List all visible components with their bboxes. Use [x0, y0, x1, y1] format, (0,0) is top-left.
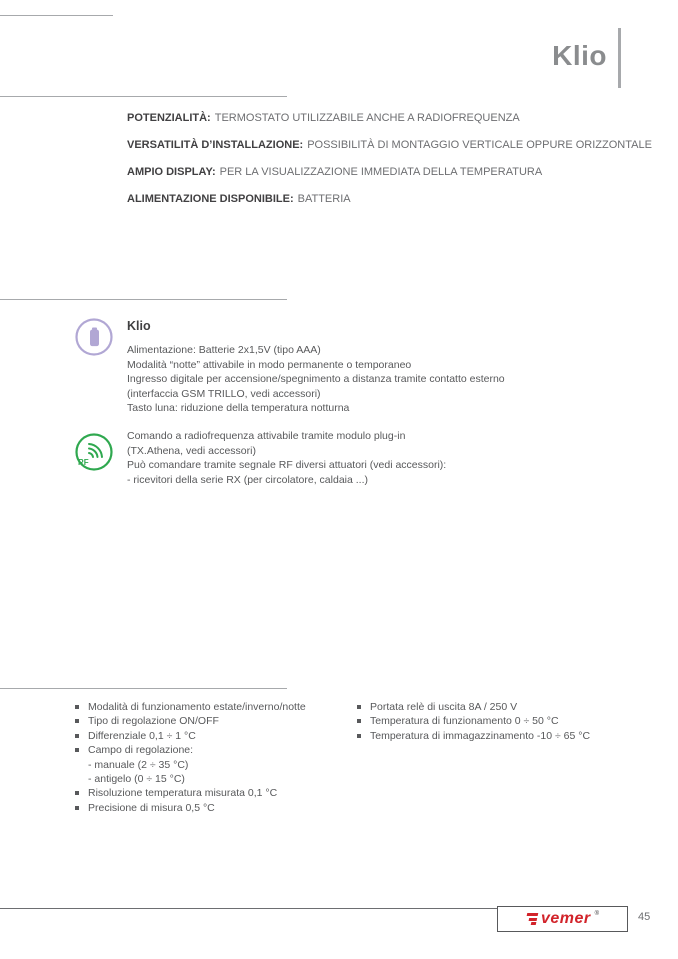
product-description: [127, 343, 597, 416]
spec-item: [357, 714, 637, 728]
feature-text: PER LA VISUALIZZAZIONE IMMEDIATA DELLA TEMPERATURA: [219, 166, 543, 178]
divider: [0, 15, 113, 16]
product-description-line: Alimentazione: Batterie 2x1,5V (tipo AAA): [127, 344, 321, 356]
spec-text: Portata relè di uscita 8A / 250 V: [370, 701, 518, 713]
rf-description-line: - ricevitori della serie RX (per circolatore, caldaia ...): [127, 473, 368, 486]
spec-text: Differenziale 0,1 ÷ 1 °C: [88, 729, 196, 742]
spec-text: Tipo di regolazione ON/OFF: [88, 715, 219, 728]
battery-icon: [74, 317, 114, 357]
page-number: 45: [638, 911, 651, 923]
spec-text: Precisione di misura 0,5 °C: [88, 801, 215, 814]
rf-icon-svg: [74, 432, 114, 472]
bullet-icon: [75, 705, 79, 709]
spec-item: [75, 758, 345, 772]
feature-line: [127, 166, 647, 193]
spec-item: [75, 743, 345, 757]
rf-icon: [74, 432, 114, 472]
bullet-icon: [75, 719, 79, 723]
rf-description-line: Comando a radiofrequenza attivabile tramite modulo plug-in: [127, 430, 406, 442]
footer-rule: [0, 908, 497, 909]
rf-icon-label: RF: [78, 458, 89, 467]
divider: [0, 299, 287, 300]
feature-label: VERSATILITÀ D’INSTALLAZIONE:: [127, 139, 304, 151]
spec-text: - antigelo (0 ÷ 15 °C): [88, 773, 185, 786]
spec-text: Modalità di funzionamento estate/inverno/notte: [88, 701, 306, 713]
brand-logo-text: vemer: [540, 910, 591, 927]
spec-item: [357, 700, 637, 714]
spec-list-right: [357, 700, 637, 743]
feature-text: BATTERIA: [297, 193, 351, 205]
spec-list-left: [75, 700, 345, 815]
rf-description: [127, 429, 597, 487]
divider: [0, 96, 287, 97]
rf-description-line: (TX.Athena, vedi accessori): [127, 444, 256, 457]
feature-label: ALIMENTAZIONE DISPONIBILE:: [127, 193, 294, 205]
feature-label: POTENZIALITÀ:: [127, 112, 211, 124]
rf-description-line: Può comandare tramite segnale RF diversi attuatori (vedi accessori):: [127, 459, 447, 472]
spec-text: Risoluzione temperatura misurata 0,1 °C: [88, 787, 278, 800]
bullet-icon: [75, 791, 79, 795]
feature-line: [127, 193, 647, 220]
spec-item: [75, 772, 345, 786]
feature-list: [127, 112, 652, 220]
product-description-line: (interfaccia GSM TRILLO, vedi accessori): [127, 387, 321, 400]
spec-item: [75, 801, 345, 815]
spec-item: [75, 729, 345, 743]
spec-text: Temperatura di immagazzinamento -10 ÷ 65 °C: [370, 729, 591, 742]
bullet-icon: [75, 734, 79, 738]
spec-item: [75, 700, 345, 714]
battery-icon-svg: [74, 317, 114, 357]
registered-mark: ®: [594, 911, 600, 917]
brand-logo: [497, 906, 628, 932]
bullet-icon: [75, 748, 79, 752]
spec-text: Campo di regolazione:: [88, 744, 194, 757]
title-accent-bar: [618, 28, 621, 88]
spec-item: [75, 714, 345, 728]
bullet-icon: [75, 806, 79, 810]
bullet-icon: [357, 705, 361, 709]
spec-item: [357, 729, 637, 743]
page-title: Klio: [552, 40, 607, 71]
feature-label: AMPIO DISPLAY:: [127, 166, 216, 178]
product-description-line: Tasto luna: riduzione della temperatura notturna: [127, 402, 350, 415]
spec-item: [75, 786, 345, 800]
product-description-line: Ingresso digitale per accensione/spegnimento a distanza tramite contatto esterno: [127, 373, 505, 386]
feature-text: TERMOSTATO UTILIZZABILE ANCHE A RADIOFREQUENZA: [214, 112, 520, 124]
brand-logo-icon: [525, 913, 539, 925]
feature-text: POSSIBILITÀ DI MONTAGGIO VERTICALE OPPURE ORIZZONTALE: [307, 139, 652, 151]
spec-text: - manuale (2 ÷ 35 °C): [88, 758, 189, 771]
product-name: Klio: [127, 319, 151, 333]
bullet-icon: [357, 734, 361, 738]
feature-line: [127, 112, 647, 139]
bullet-icon: [357, 719, 361, 723]
product-description-line: Modalità “notte” attivabile in modo permanente o temporaneo: [127, 358, 412, 371]
divider: [0, 688, 287, 689]
feature-line: [127, 139, 652, 166]
spec-text: Temperatura di funzionamento 0 ÷ 50 °C: [370, 715, 559, 728]
